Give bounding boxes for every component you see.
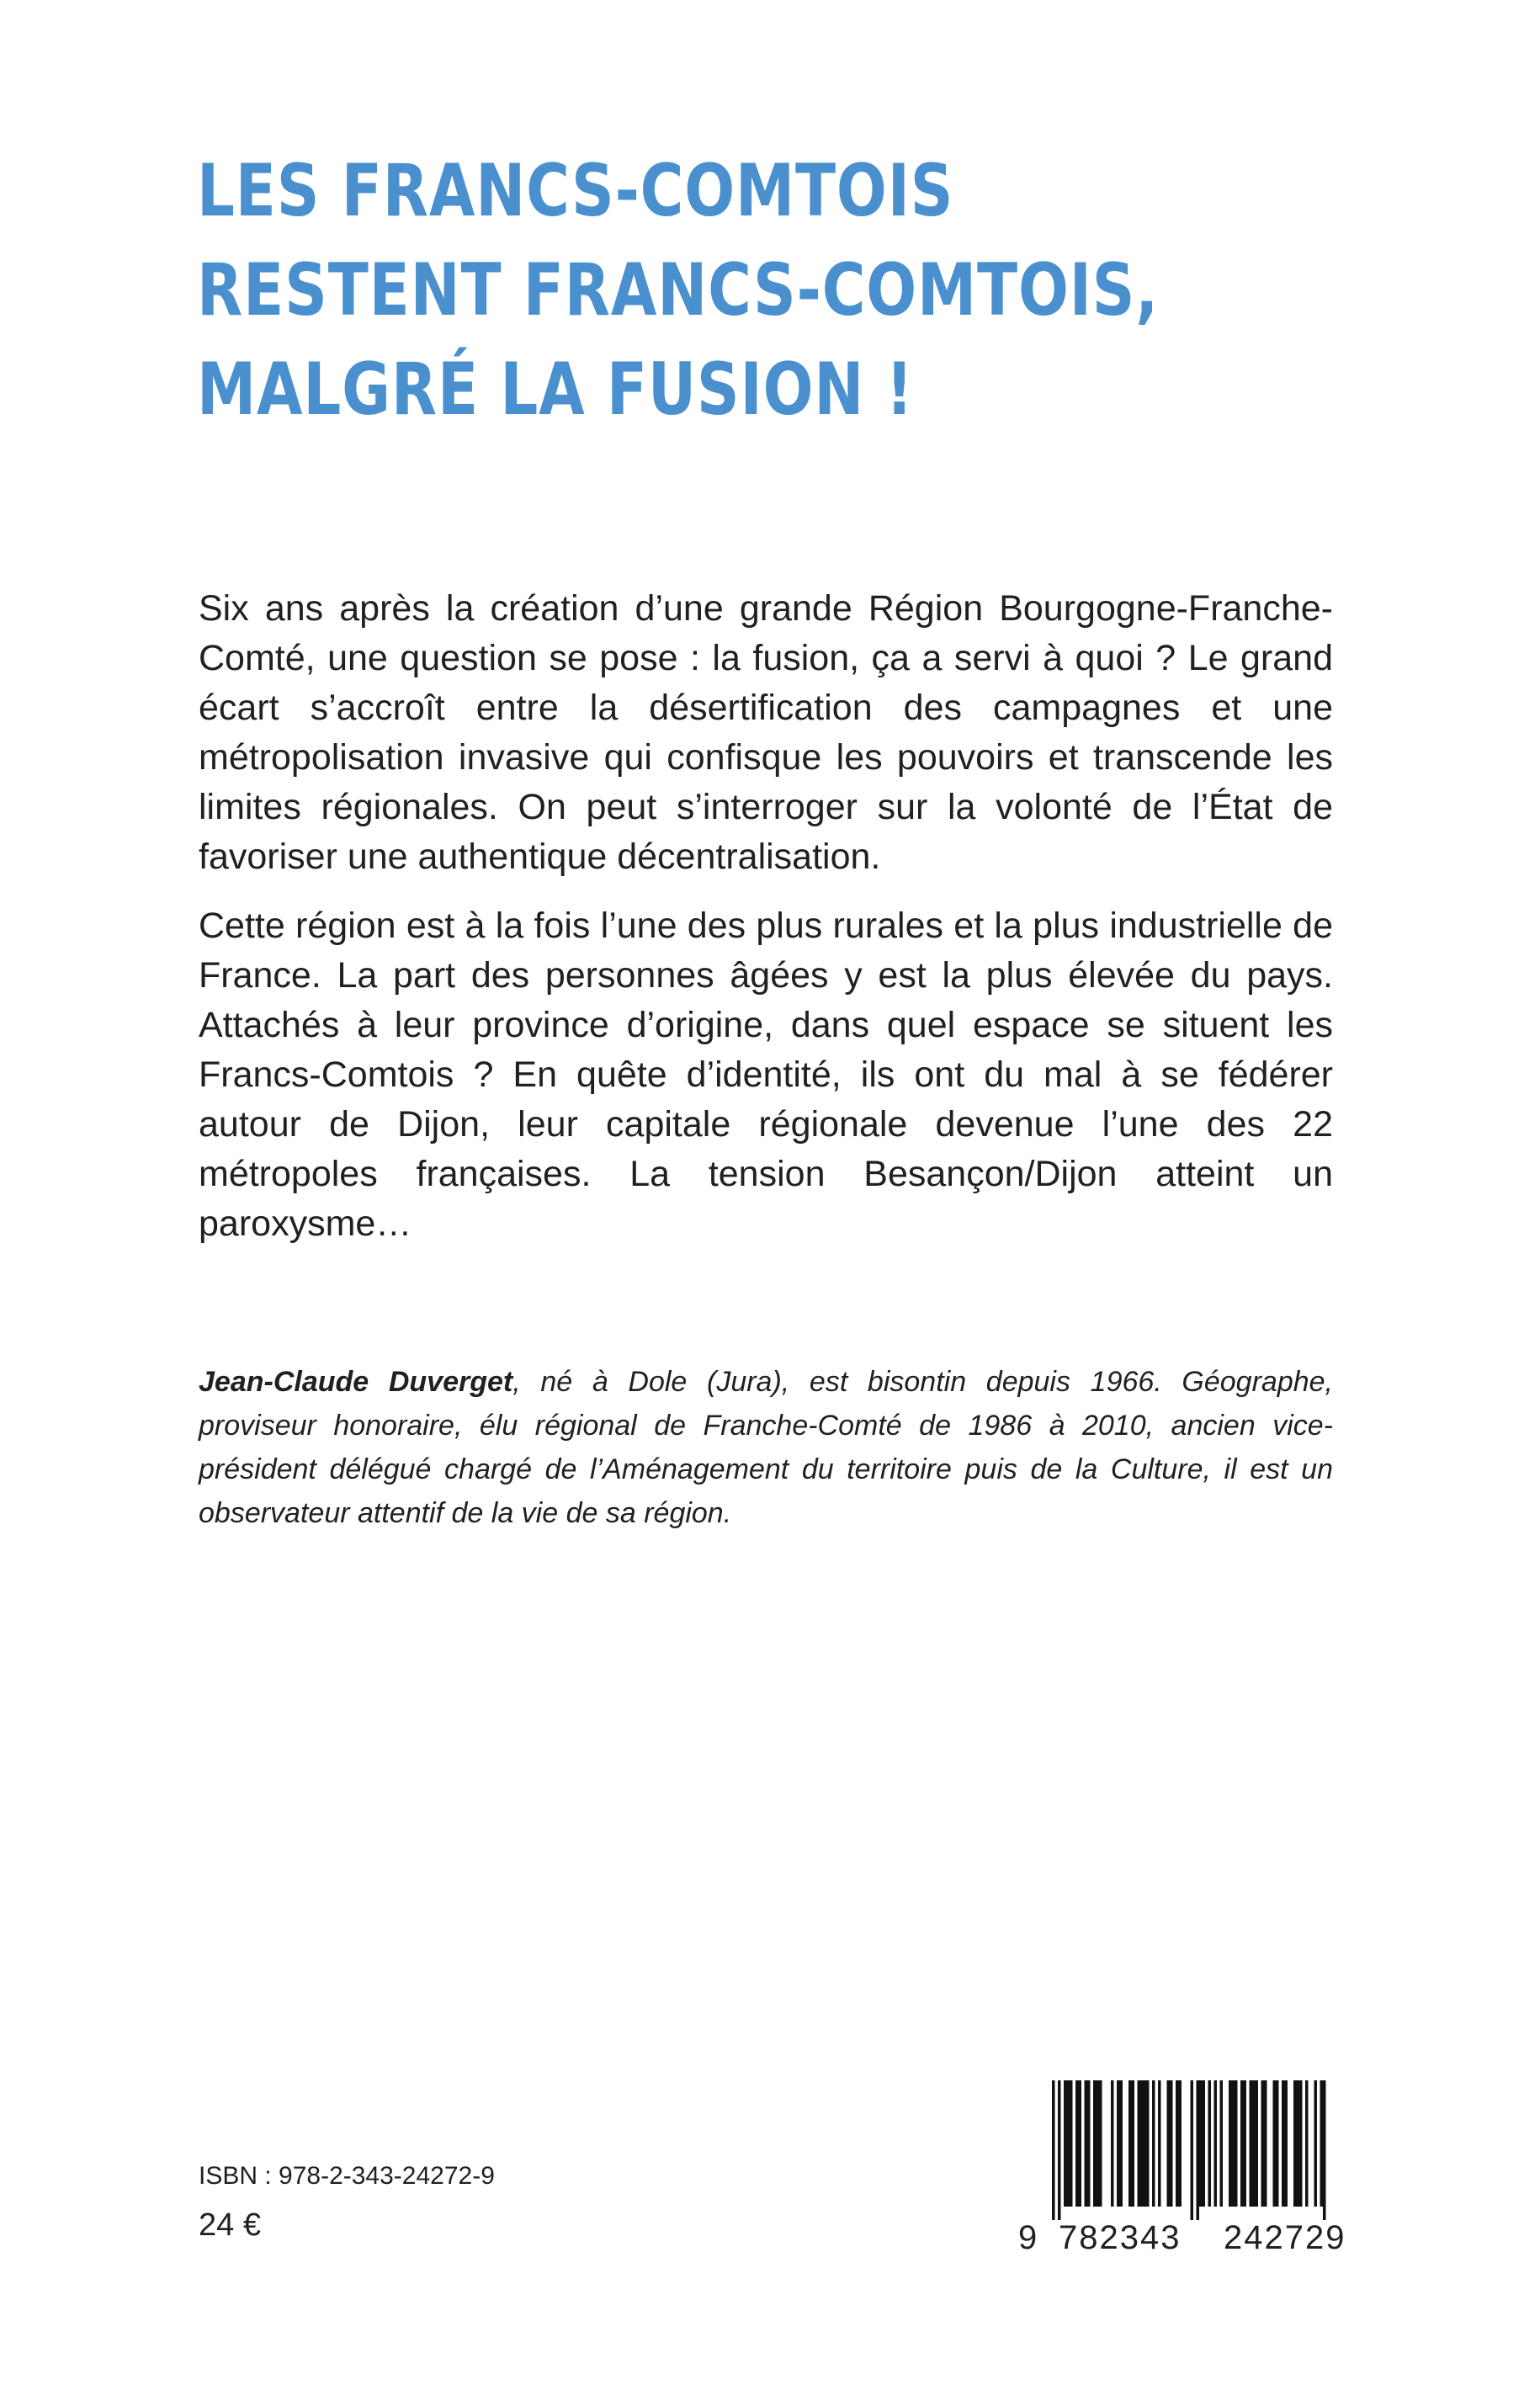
barcode-group-left: 782343 — [1059, 2219, 1182, 2256]
barcode-bar — [1240, 2080, 1244, 2207]
barcode-bars — [1018, 2077, 1380, 2220]
barcode-bar — [1191, 2080, 1194, 2220]
blurb-paragraph-2: Cette région est à la fois l’une des plus rurales et la plus industrielle de France. La part des personnes âgées y est la plus élevée du pays. Attachés à leur province d’origine, dans quel espace se situent les Francs-Comtois ? En quête d’identité, ils ont du mal à se fédérer autour de Dijon, leur capitale régionale devenue l’une des 22 métropoles françaises. La tension Besançon/Dijon atteint un paroxysme… — [199, 906, 1333, 1244]
barcode-bar — [1235, 2080, 1238, 2207]
barcode-bar — [1297, 2080, 1300, 2207]
barcode-bar — [1320, 2080, 1324, 2207]
isbn: ISBN : 978-2-343-24272-9 — [199, 2162, 495, 2190]
barcode-bar — [1252, 2080, 1256, 2207]
author-name: Jean-Claude Duverget — [199, 1366, 513, 1398]
barcode-bar — [1099, 2080, 1102, 2207]
barcode-bar — [1256, 2080, 1259, 2207]
barcode-bar — [1144, 2080, 1147, 2207]
barcode-bar — [1117, 2080, 1120, 2207]
author-bio-text: , né à Dole (Jura), est bisontin depuis 1966. Géographe, proviseur honoraire, élu régional de Franche-Comté de 1986 à 2010, ancien vice-président délégué chargé de l’Aménagement du territoire puis de la Culture, il est un observateur attentif de la vie de sa région. — [199, 1366, 1333, 1529]
barcode-bar — [1140, 2080, 1144, 2207]
barcode-bar — [1079, 2080, 1082, 2207]
barcode-bar — [1075, 2080, 1079, 2207]
barcode-bar — [1138, 2080, 1141, 2207]
title-line-1: LES FRANCS-COMTOIS — [197, 149, 954, 233]
barcode-group-right: 242729 — [1224, 2219, 1346, 2256]
barcode-bar — [1087, 2080, 1091, 2207]
barcode-bar — [1152, 2080, 1155, 2207]
barcode-bar — [1232, 2080, 1235, 2207]
barcode-bar — [1111, 2080, 1114, 2207]
barcode-bar — [1305, 2080, 1309, 2207]
barcode-bar — [1176, 2080, 1179, 2207]
barcode-bar — [1250, 2080, 1253, 2207]
barcode-bar — [1120, 2080, 1123, 2207]
barcode-bar — [1179, 2080, 1182, 2207]
barcode-bar — [1220, 2080, 1224, 2207]
barcode-bar — [1276, 2080, 1279, 2207]
barcode-bar — [1170, 2080, 1173, 2207]
barcode-bar — [1208, 2080, 1212, 2207]
barcode-bar — [1070, 2080, 1073, 2207]
barcode-bar — [1146, 2080, 1150, 2207]
barcode-bar — [1314, 2080, 1318, 2207]
barcode-bar — [1229, 2080, 1232, 2207]
barcode-bar — [1058, 2080, 1061, 2220]
barcode-bar — [1197, 2080, 1200, 2220]
price: 24 € — [199, 2207, 261, 2243]
blurb — [199, 584, 1333, 1268]
barcode-bar — [1128, 2080, 1132, 2207]
barcode-bar — [1158, 2080, 1161, 2207]
cover-title — [197, 141, 1197, 439]
barcode-bar — [1261, 2080, 1265, 2207]
title-line-2: RESTENT FRANCS-COMTOIS, — [197, 248, 1160, 332]
barcode-bar — [1285, 2080, 1288, 2207]
barcode — [1018, 2077, 1380, 2262]
blurb-paragraph-1: Six ans après la création d’une grande Région Bourgogne-Franche-Comté, une question se pose : la fusion, ça a servi à quoi ? Le grand écart s’accroît entre la désertification des campagnes et une métropolisation invasive qui confisque les pouvoirs et transcende les limites régionales. On peut s’interroger sur la volonté de l’État de favoriser une authentique décentralisation. — [199, 588, 1333, 877]
barcode-bar — [1244, 2080, 1247, 2207]
title-line-3: MALGRÉ LA FUSION ! — [197, 348, 914, 432]
barcode-bar — [1203, 2080, 1206, 2207]
author-bio — [199, 1360, 1333, 1535]
barcode-bar — [1167, 2080, 1171, 2207]
barcode-bar — [1132, 2080, 1135, 2207]
barcode-bar — [1214, 2080, 1218, 2207]
barcode-bar — [1264, 2080, 1267, 2207]
barcode-digit-first: 9 — [1018, 2219, 1038, 2256]
barcode-bar — [1199, 2080, 1203, 2207]
barcode-bar — [1067, 2080, 1070, 2207]
barcode-bar — [1282, 2080, 1285, 2207]
barcode-bar — [1097, 2080, 1100, 2207]
barcode-bar — [1299, 2080, 1303, 2207]
barcode-bar — [1093, 2080, 1097, 2207]
barcode-bar — [1052, 2080, 1055, 2220]
barcode-bar — [1323, 2080, 1326, 2220]
barcode-bar — [1273, 2080, 1277, 2207]
barcode-digits — [1018, 2217, 1380, 2259]
barcode-bar — [1064, 2080, 1067, 2207]
barcode-bar — [1085, 2080, 1088, 2207]
barcode-bar — [1293, 2080, 1297, 2207]
